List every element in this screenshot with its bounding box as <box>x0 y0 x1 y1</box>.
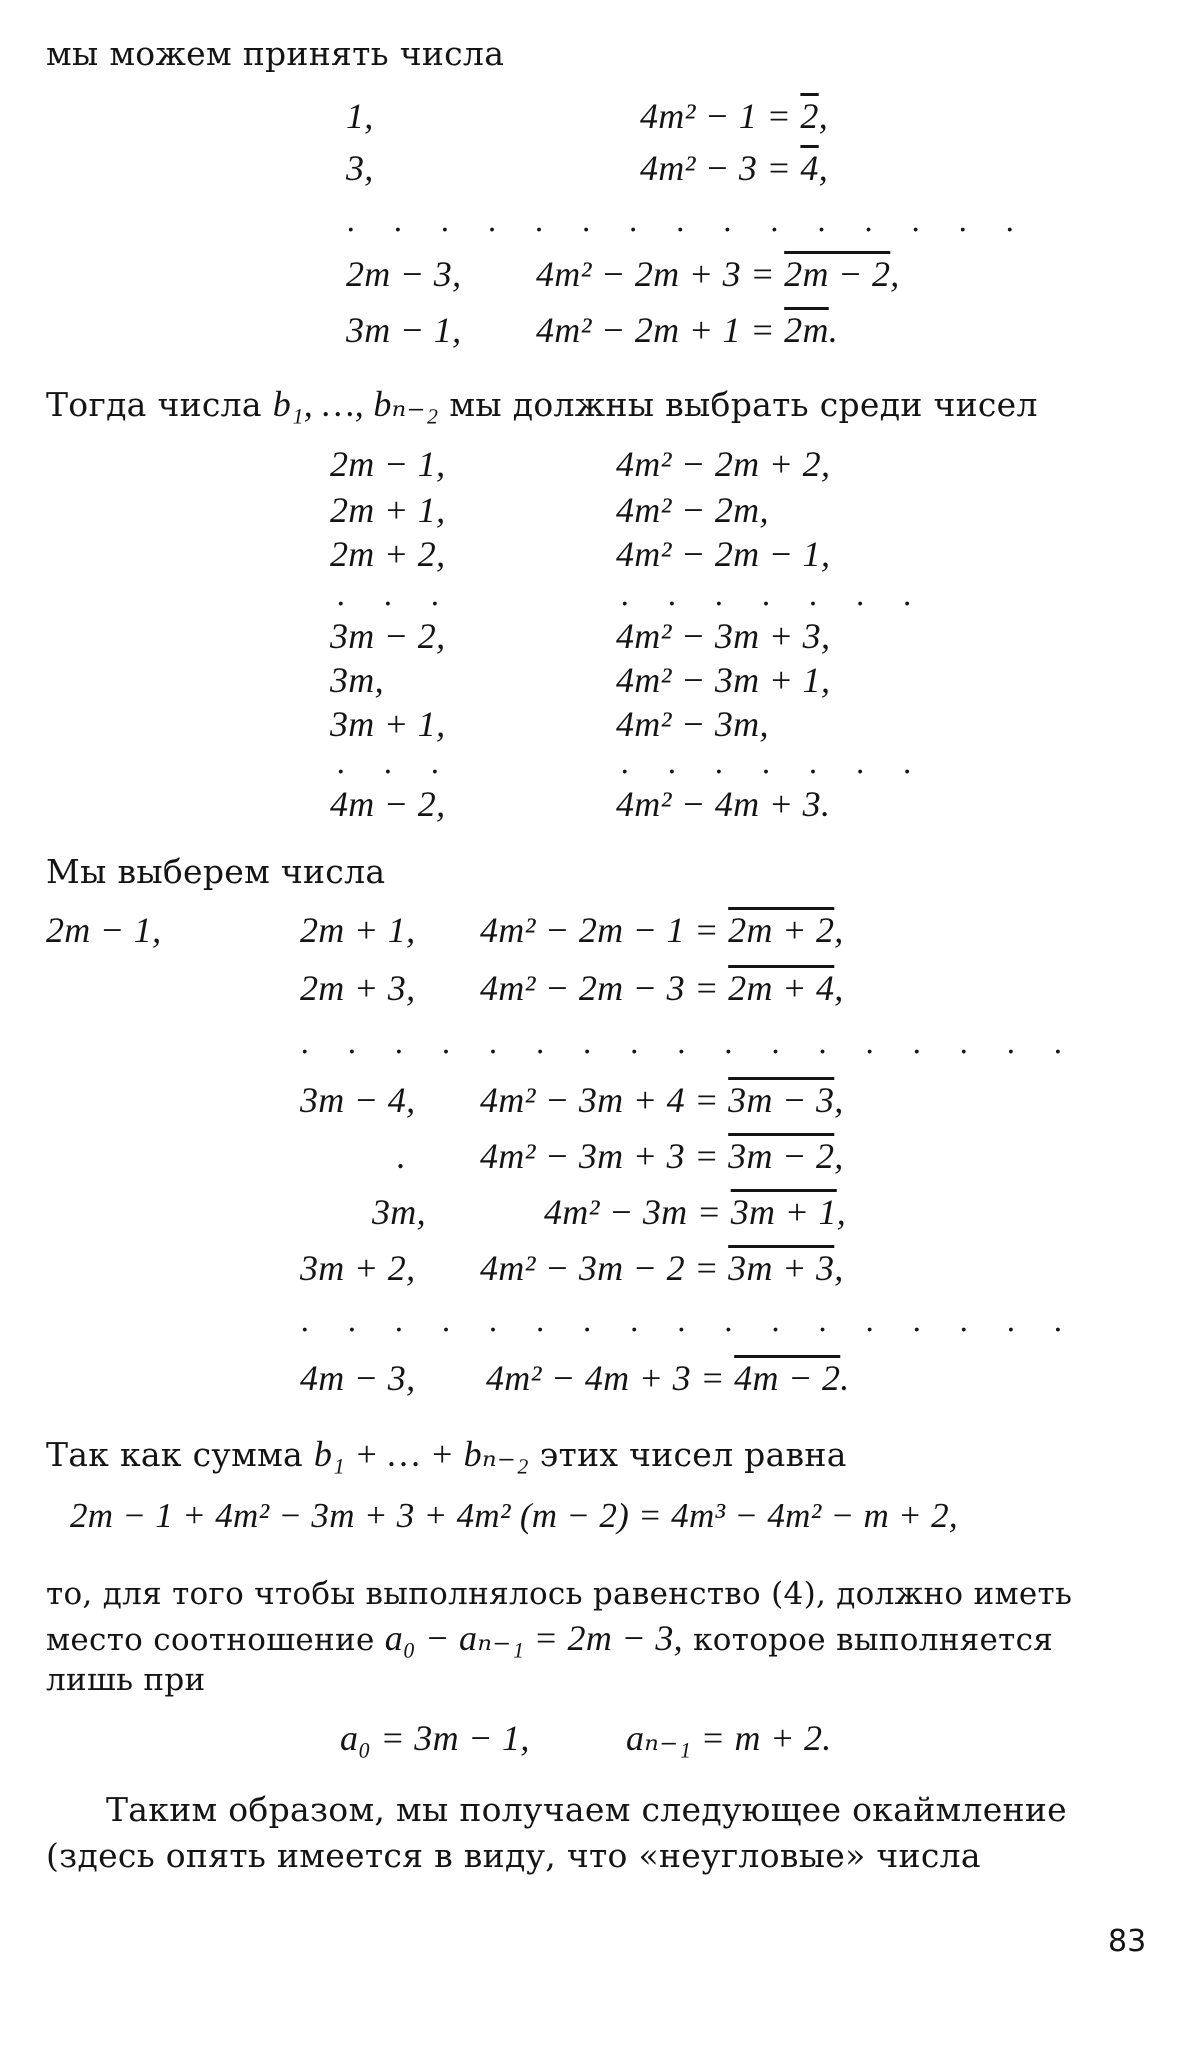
sum-equation: 2m − 1 + 4m² − 3m + 3 + 4m² (m − 2) = 4m³ − 4m² − m + 2, <box>70 1496 958 1535</box>
candidate-right: 4m² − 3m + 1, <box>616 660 831 700</box>
candidate-left: 2m + 2, <box>330 534 446 574</box>
chosen-left: 3m − 4, <box>300 1080 416 1120</box>
chosen-left: . <box>396 1136 406 1176</box>
equation-right: 4m² − 1 = 2, <box>640 96 829 136</box>
paragraph-line: Тогда числа b₁, …, bₙ₋₂ мы должны выбрать среди чисел <box>46 384 1038 424</box>
equation-left: 3m − 1, <box>346 310 462 350</box>
ellipsis-right: . . . . . . . <box>620 746 926 781</box>
chosen-left: 2m + 1, <box>300 910 416 950</box>
candidate-right: 4m² − 2m + 2, <box>616 444 831 484</box>
ellipsis-row: . . . . . . . . . . . . . . . . . <box>300 1026 1077 1061</box>
chosen-right: 4m² − 3m + 4 = 3m − 3, <box>480 1080 844 1120</box>
chosen-right: 4m² − 3m − 2 = 3m + 3, <box>480 1248 844 1288</box>
paragraph-line: лишь при <box>46 1662 206 1698</box>
paragraph-line: Так как сумма b₁ + … + bₙ₋₂ этих чисел равна <box>46 1434 847 1474</box>
chosen-left: 4m − 3, <box>300 1358 416 1398</box>
chosen-right: 4m² − 3m = 3m + 1, <box>544 1192 847 1232</box>
equation-right: 4m² − 2m + 1 = 2m. <box>536 310 839 350</box>
candidate-right: 4m² − 2m − 1, <box>616 534 831 574</box>
candidate-left: 3m + 1, <box>330 704 446 744</box>
paragraph-line: мы можем принять числа <box>46 34 505 73</box>
chosen-left: 3m + 2, <box>300 1248 416 1288</box>
ellipsis-row: . . . . . . . . . . . . . . . <box>346 204 1029 239</box>
paragraph-line: Мы выберем числа <box>46 852 386 891</box>
chosen-left: 3m, <box>372 1192 426 1232</box>
chosen-right: 4m² − 2m − 3 = 2m + 4, <box>480 968 844 1008</box>
chosen-right: 4m² − 4m + 3 = 4m − 2. <box>486 1358 850 1398</box>
condition-equation-b: aₙ₋₁ = m + 2. <box>626 1718 832 1758</box>
chosen-first: 2m − 1, <box>46 910 162 950</box>
ellipsis-right: . . . . . . . <box>620 578 926 613</box>
chosen-left: 2m + 3, <box>300 968 416 1008</box>
candidate-right: 4m² − 3m + 3, <box>616 616 831 656</box>
condition-equation-a: a₀ = 3m − 1, <box>340 1718 530 1758</box>
candidate-left: 3m − 2, <box>330 616 446 656</box>
candidate-right: 4m² − 3m, <box>616 704 769 744</box>
ellipsis-row: . . . . . . . . . . . . . . . . . <box>300 1304 1077 1339</box>
paragraph-line: то, для того чтобы выполнялось равенство (4), должно иметь <box>46 1576 1073 1612</box>
candidate-left: 3m, <box>330 660 384 700</box>
paragraph-line: (здесь опять имеется в виду, что «неугловые» числа <box>46 1836 981 1875</box>
equation-right: 4m² − 3 = 4, <box>640 148 829 188</box>
equation-left: 1, <box>346 96 374 136</box>
candidate-right: 4m² − 2m, <box>616 490 769 530</box>
paragraph-line: Таким образом, мы получаем следующее окаймление <box>106 1790 1067 1829</box>
candidate-right: 4m² − 4m + 3. <box>616 784 831 824</box>
candidate-left: 4m − 2, <box>330 784 446 824</box>
ellipsis-left: . . . <box>336 578 454 613</box>
equation-left: 3, <box>346 148 374 188</box>
candidate-left: 2m + 1, <box>330 490 446 530</box>
candidate-left: 2m − 1, <box>330 444 446 484</box>
paragraph-line: место соотношение a₀ − aₙ₋₁ = 2m − 3, которое выполняется <box>46 1618 1054 1658</box>
equation-right: 4m² − 2m + 3 = 2m − 2, <box>536 254 900 294</box>
chosen-right: 4m² − 3m + 3 = 3m − 2, <box>480 1136 844 1176</box>
ellipsis-left: . . . <box>336 746 454 781</box>
equation-left: 2m − 3, <box>346 254 462 294</box>
page-number: 83 <box>1108 1924 1147 1959</box>
chosen-right: 4m² − 2m − 1 = 2m + 2, <box>480 910 844 950</box>
